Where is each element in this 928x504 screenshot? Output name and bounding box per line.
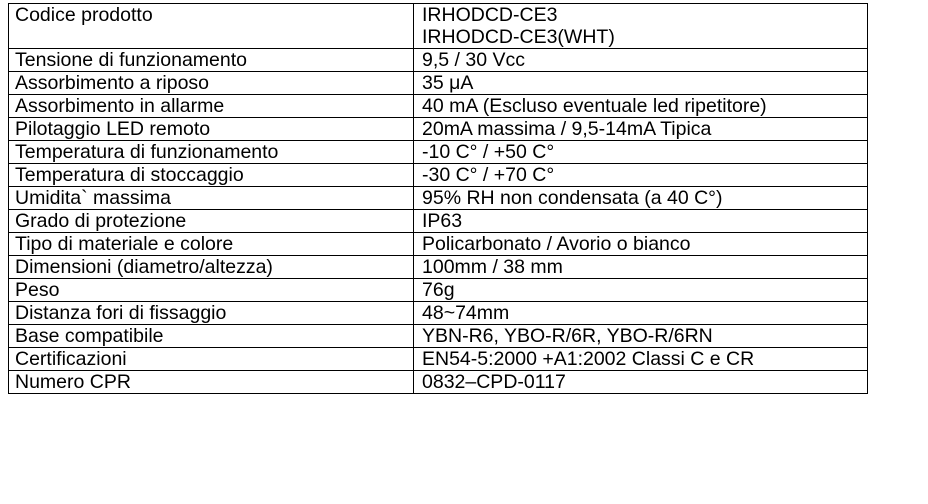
row-value: 20mA massima / 9,5-14mA Tipica	[414, 118, 868, 141]
table-row	[9, 210, 868, 233]
row-value: -30 C° / +70 C°	[414, 164, 868, 187]
table-row	[9, 95, 868, 118]
table-row	[9, 371, 868, 394]
row-label: Tipo di materiale e colore	[9, 233, 414, 256]
row-value-line: IRHODCD-CE3	[422, 4, 558, 26]
row-value: YBN-R6, YBO-R/6R, YBO-R/6RN	[414, 325, 868, 348]
row-value: -10 C° / +50 C°	[414, 141, 868, 164]
row-label: Assorbimento in allarme	[9, 95, 414, 118]
row-value: 100mm / 38 mm	[414, 256, 868, 279]
table-row	[9, 256, 868, 279]
row-label: Peso	[9, 279, 414, 302]
row-label: Distanza fori di fissaggio	[9, 302, 414, 325]
row-value: Policarbonato / Avorio o bianco	[414, 233, 868, 256]
row-value: IP63	[414, 210, 868, 233]
row-value: 9,5 / 30 Vcc	[414, 49, 868, 72]
row-label: Umidita` massima	[9, 187, 414, 210]
table-row	[9, 164, 868, 187]
table-row	[9, 141, 868, 164]
spec-table	[8, 3, 868, 394]
row-label: Tensione di funzionamento	[9, 49, 414, 72]
row-label: Assorbimento a riposo	[9, 72, 414, 95]
table-row	[9, 325, 868, 348]
table-row	[9, 233, 868, 256]
row-value: 76g	[414, 279, 868, 302]
table-row	[9, 72, 868, 95]
row-value: 40 mA (Escluso eventuale led ripetitore)	[414, 95, 868, 118]
row-label: Grado di protezione	[9, 210, 414, 233]
row-label: Pilotaggio LED remoto	[9, 118, 414, 141]
table-row	[9, 118, 868, 141]
table-row	[9, 302, 868, 325]
table-row	[9, 49, 868, 72]
table-row	[9, 187, 868, 210]
row-value: EN54-5:2000 +A1:2002 Classi C e CR	[414, 348, 868, 371]
row-label: Base compatibile	[9, 325, 414, 348]
row-label: Certificazioni	[9, 348, 414, 371]
row-label: Dimensioni (diametro/altezza)	[9, 256, 414, 279]
table-row	[9, 279, 868, 302]
table-row	[9, 348, 868, 371]
row-value: 48~74mm	[414, 302, 868, 325]
row-value-line: IRHODCD-CE3(WHT)	[422, 26, 615, 48]
row-label: Numero CPR	[9, 371, 414, 394]
row-value: 0832–CPD-0117	[414, 371, 868, 394]
row-label: Temperatura di stoccaggio	[9, 164, 414, 187]
row-value: 35 μA	[414, 72, 868, 95]
row-label: Codice prodotto	[9, 4, 414, 49]
row-label: Temperatura di funzionamento	[9, 141, 414, 164]
row-value: 95% RH non condensata (a 40 C°)	[414, 187, 868, 210]
table-row	[9, 4, 868, 49]
row-value	[414, 4, 868, 49]
